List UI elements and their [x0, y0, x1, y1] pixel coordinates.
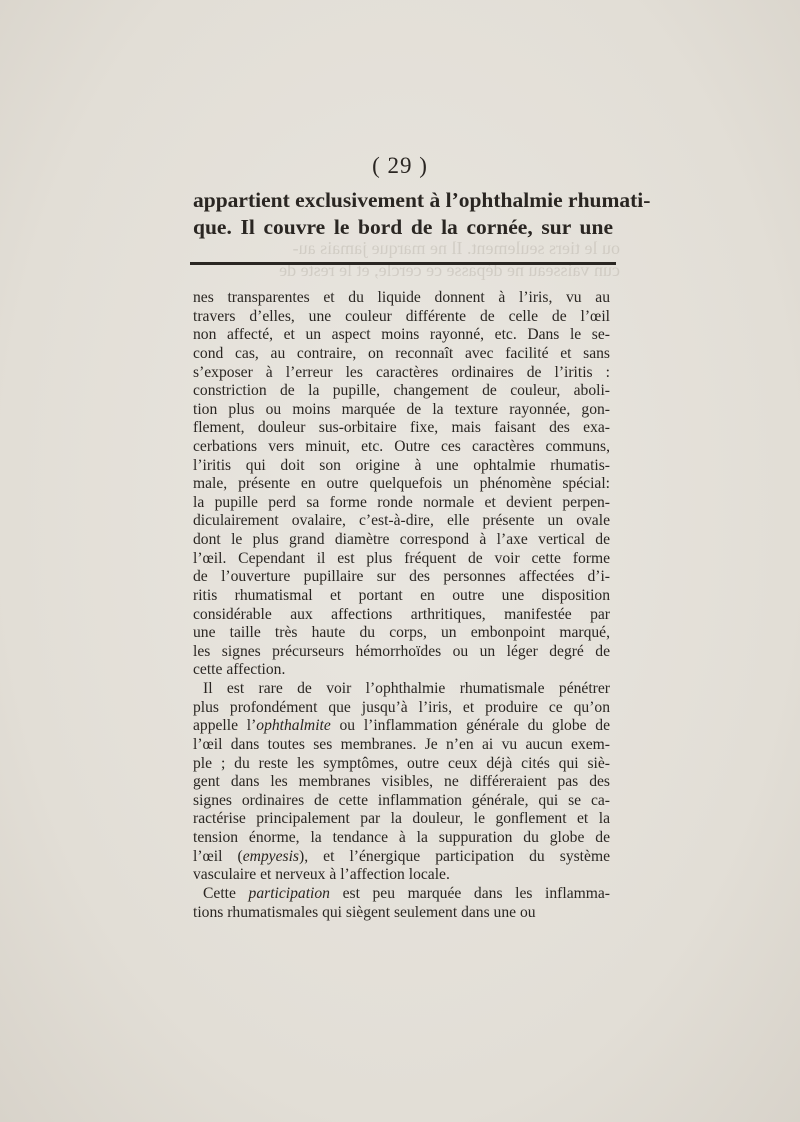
body-line: ritis rhumatismal et portant en outre une disposition	[193, 586, 610, 604]
body-line: tension énorme, la tendance à la suppuration du globe de	[193, 829, 610, 846]
body-line: diculairement ovalaire, c’est-à-dire, elle présente un ovale	[193, 512, 610, 530]
heading-line-2: que. Il couvre le bord de la cornée, sur une	[193, 215, 613, 239]
body-line: Cette participation est peu marquée dans les inflamma-	[203, 884, 611, 902]
body-line: une taille très haute du corps, un embonpoint marqué,	[193, 624, 610, 642]
body-line: de l’ouverture pupillaire sur des personnes affectées d’i-	[193, 568, 610, 586]
body-line: signes ordinaires de cette inflammation générale, qui se ca-	[193, 791, 610, 809]
body-line: tions rhumatismales qui siègent seulement dans une ou	[193, 903, 536, 921]
body-line: plus profondément que jusqu’à l’iris, et produire ce qu’on	[193, 698, 610, 716]
body-line: vasculaire et nerveux à l’affection locale.	[193, 866, 450, 884]
bleed-through-text: ou le tiers seulement. Il ne marque jamais au- cun vaisseau ne dépasse ce cercle, et le reste de	[279, 238, 620, 280]
body-line: gent dans les membranes visibles, ne différeraient pas des	[193, 773, 610, 791]
body-line: cette affection.	[193, 661, 286, 679]
body-line: nes transparentes et du liquide donnent à l’iris, vu au	[193, 289, 610, 306]
body-line: l’œil. Cependant il est plus fréquent de voir cette forme	[193, 549, 610, 567]
page-number: ( 29 )	[372, 153, 428, 178]
body-line: Il est rare de voir l’ophthalmie rhumatismale pénétrer	[203, 680, 610, 697]
body-line: l’iritis qui doit son origine à une ophtalmie rhumatis-	[193, 456, 610, 474]
body-line: non affecté, et un aspect moins rayonné, etc. Dans le se-	[193, 326, 610, 344]
heading-line-1: appartient exclusivement à l’ophthalmie rhumati-	[193, 188, 651, 212]
body-line: considérable aux affections arthritiques, manifestée par	[193, 605, 610, 623]
body-line: flement, douleur sus-orbitaire fixe, mais faisant des exa-	[193, 419, 610, 437]
body-line: les signes précurseurs hémorrhoïdes ou un léger degré de	[193, 642, 610, 660]
horizontal-rule	[190, 262, 616, 265]
body-line: cond cas, au contraire, on reconnaît avec facilité et sans	[193, 344, 610, 362]
body-line: male, présente en outre quelquefois un phénomène spécial:	[193, 475, 610, 493]
body-line: ple ; du reste les symptômes, outre ceux déjà cités qui siè-	[193, 754, 610, 772]
body-line: l’œil (empyesis), et l’énergique participation du système	[193, 847, 610, 865]
body-line: cerbations vers minuit, etc. Outre ces caractères communs,	[193, 438, 610, 455]
body-line: la pupille perd sa forme ronde normale et devient perpen-	[193, 493, 610, 511]
body-line: constriction de la pupille, changement de couleur, aboli-	[193, 382, 610, 400]
body-line: dont le plus grand diamètre correspond à l’axe vertical de	[193, 531, 610, 549]
body-line: appelle l’ophthalmite ou l’inflammation générale du globe de	[193, 717, 610, 735]
body-line: l’œil dans toutes ses membranes. Je n’en ai vu aucun exem-	[193, 735, 610, 753]
body-line: travers d’elles, une couleur différente de celle de l’œil	[193, 307, 610, 325]
body-line: s’exposer à l’erreur les caractères ordinaires de l’iritis :	[193, 363, 610, 381]
body-line: tion plus ou moins marquée de la texture rayonnée, gon-	[193, 400, 610, 418]
body-line: ractérise principalement par la douleur, le gonflement et la	[193, 810, 610, 828]
